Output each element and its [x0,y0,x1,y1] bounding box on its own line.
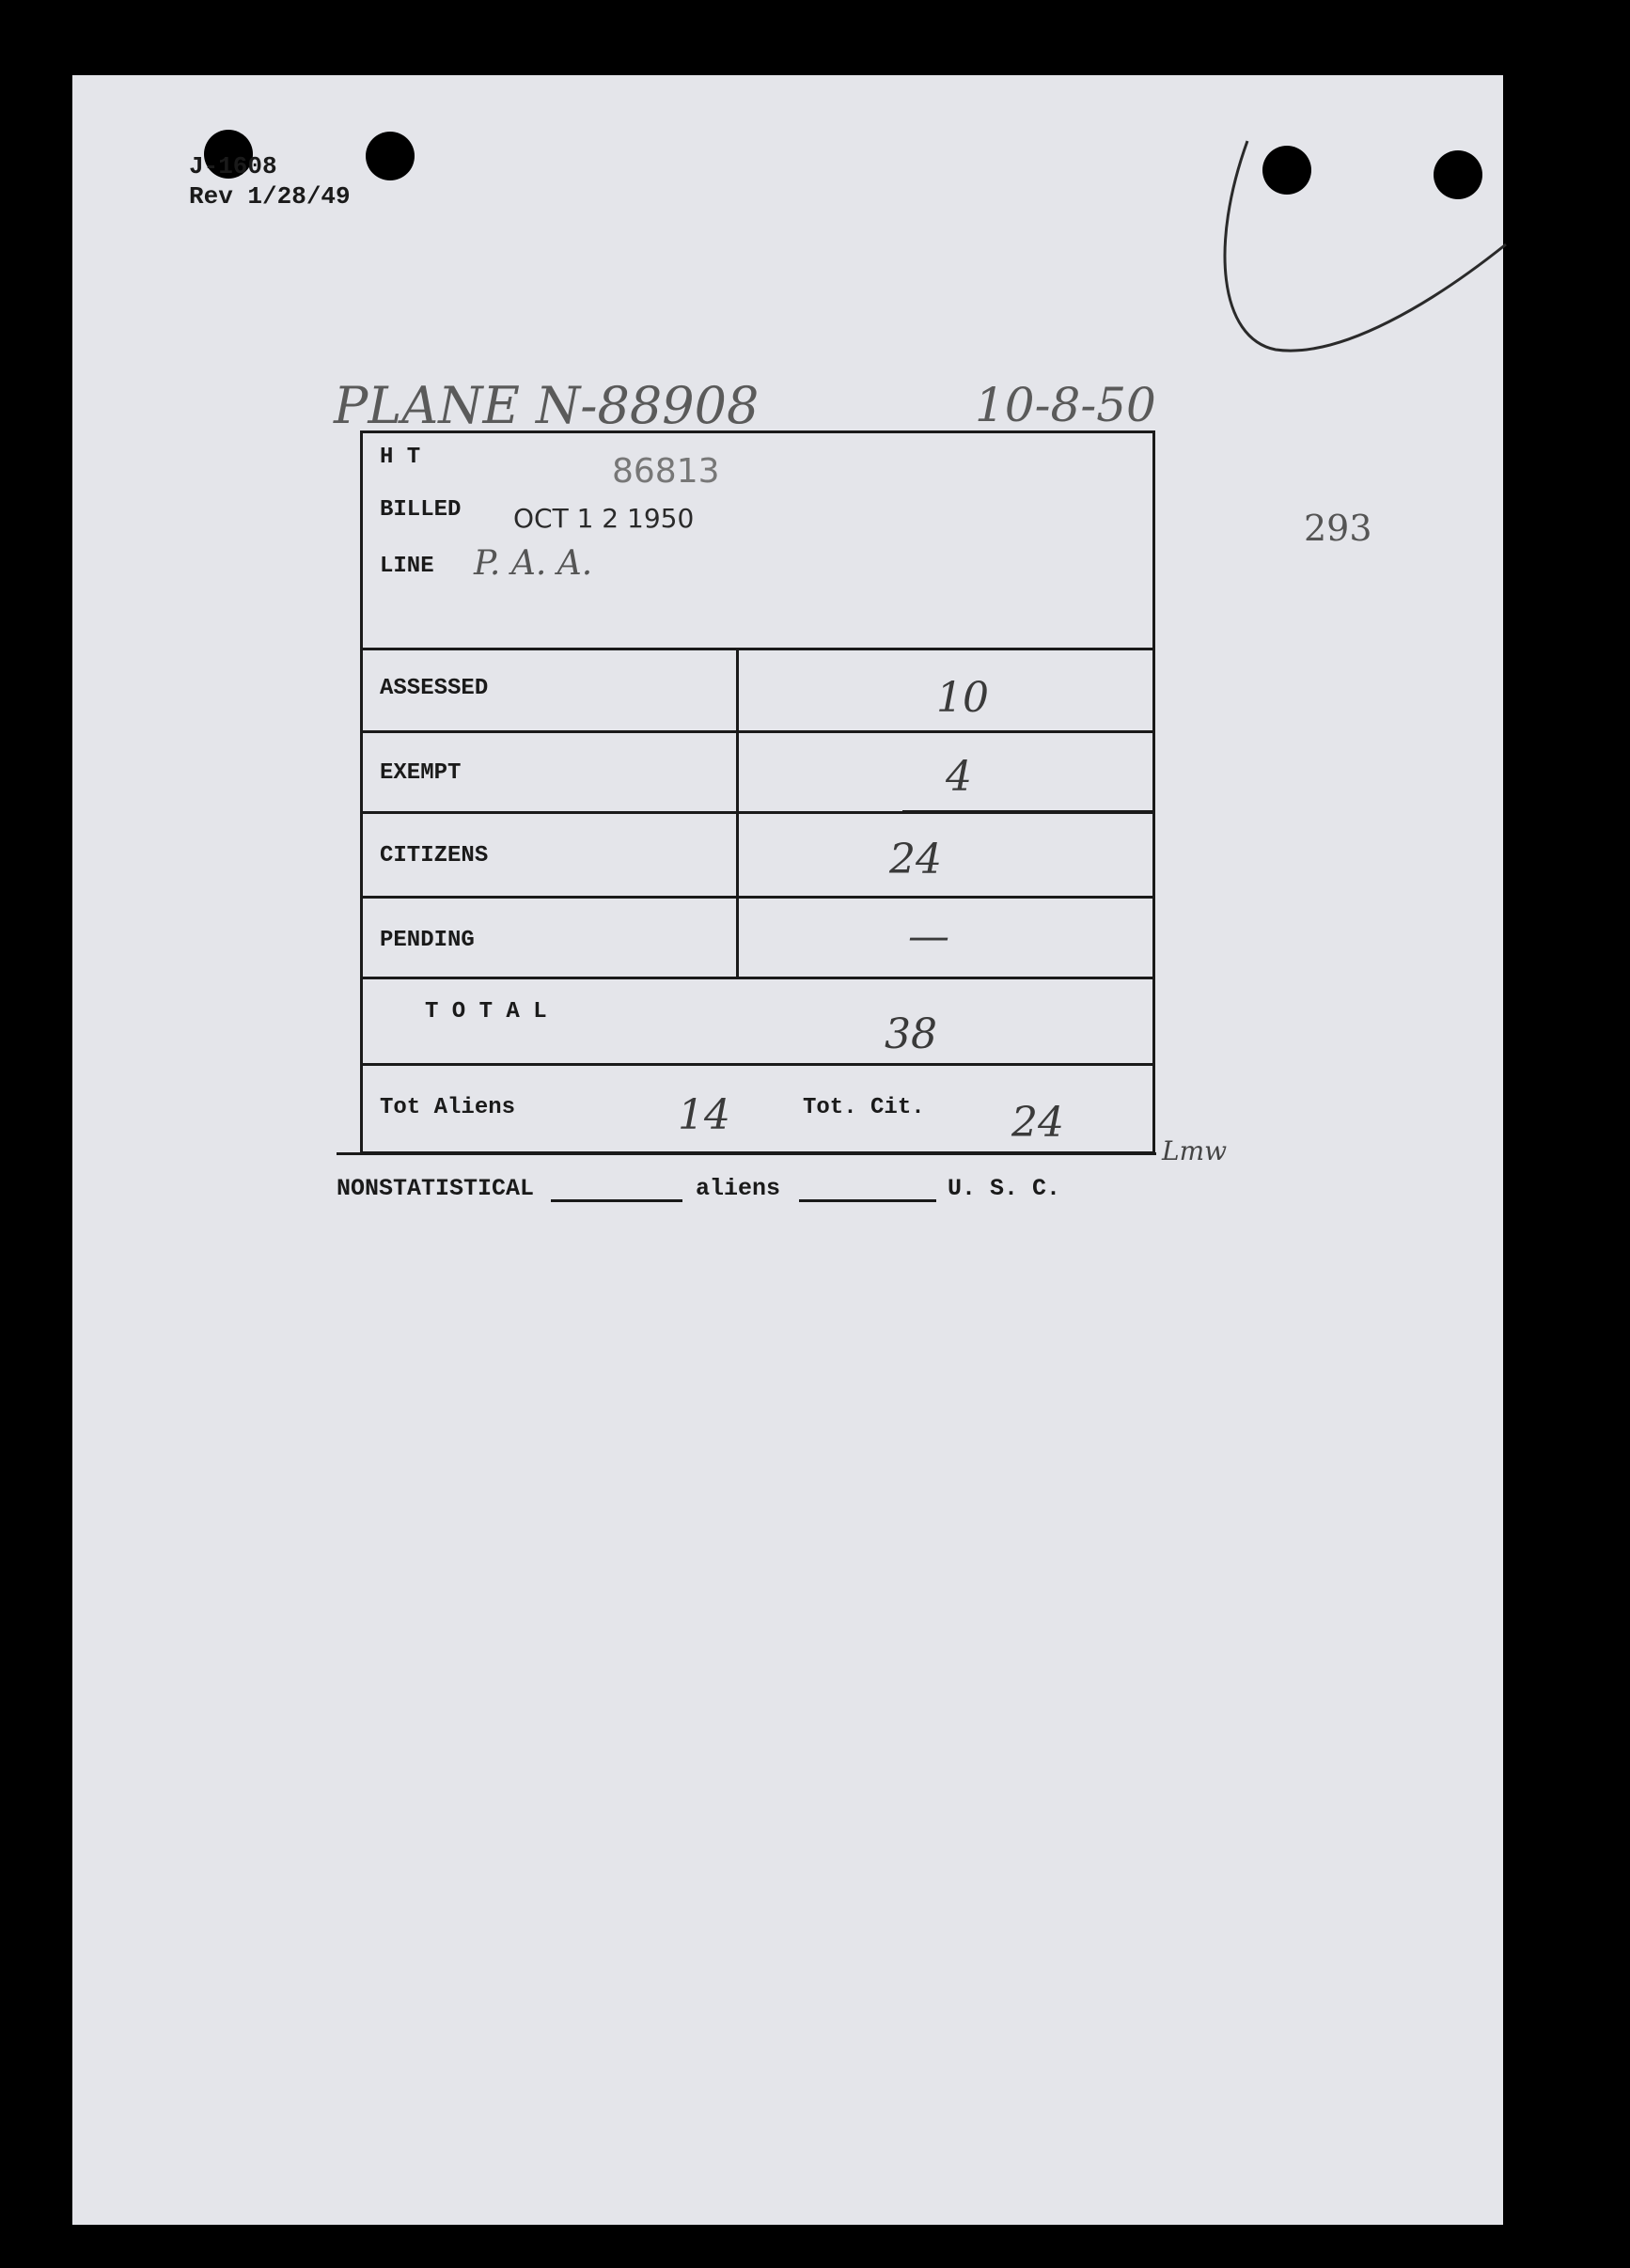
nonstatistical-blank-1 [551,1199,682,1202]
exempt-label: EXEMPT [380,760,462,786]
divider-total [363,1063,1152,1066]
citizens-value: 24 [889,836,942,884]
divider-row-1 [363,730,1152,733]
divider-row-4 [363,977,1152,979]
total-value: 38 [885,1010,937,1058]
line-value: P. A. A. [474,544,593,583]
form-code: J-1608 [189,152,277,180]
aliens-word: aliens [696,1175,781,1202]
exempt-underline [902,810,1154,812]
exempt-value: 4 [946,753,972,801]
handwritten-plane-number: PLANE N-88908 [334,376,760,435]
assessed-value: 10 [936,674,989,722]
handwritten-date: 10-8-50 [975,378,1156,432]
tot-aliens-value: 14 [678,1091,730,1139]
billed-date-stamp: OCT 1 2 1950 [513,503,695,534]
pending-label: PENDING [380,928,475,953]
ht-number-stamp: 86813 [612,452,720,491]
manifest-summary-form [360,430,1155,1154]
tot-aliens-label: Tot Aliens [380,1095,516,1120]
pending-value: — [908,913,949,961]
citizens-label: CITIZENS [380,843,489,868]
assessed-label: ASSESSED [380,676,489,701]
usc-label: U. S. C. [948,1175,1061,1202]
column-divider [736,648,739,978]
page-number: 293 [1304,508,1372,549]
line-label: LINE [380,554,434,579]
ht-label: H T [380,445,421,470]
total-label: T O T A L [425,999,547,1025]
form-bottom-rule [337,1152,1156,1155]
nonstatistical-label: NONSTATISTICAL [337,1175,535,1202]
reviewer-initials: Lmw [1162,1135,1228,1166]
nonstatistical-blank-2 [799,1199,936,1202]
divider-row-3 [363,896,1152,899]
tot-cit-label: Tot. Cit. [803,1095,925,1120]
billed-label: BILLED [380,497,462,523]
divider-header [363,648,1152,650]
pencil-curve-mark [1153,103,1511,414]
tot-cit-value: 24 [1011,1099,1064,1147]
form-revision: Rev 1/28/49 [189,182,351,211]
punch-hole-left-2 [366,132,415,180]
